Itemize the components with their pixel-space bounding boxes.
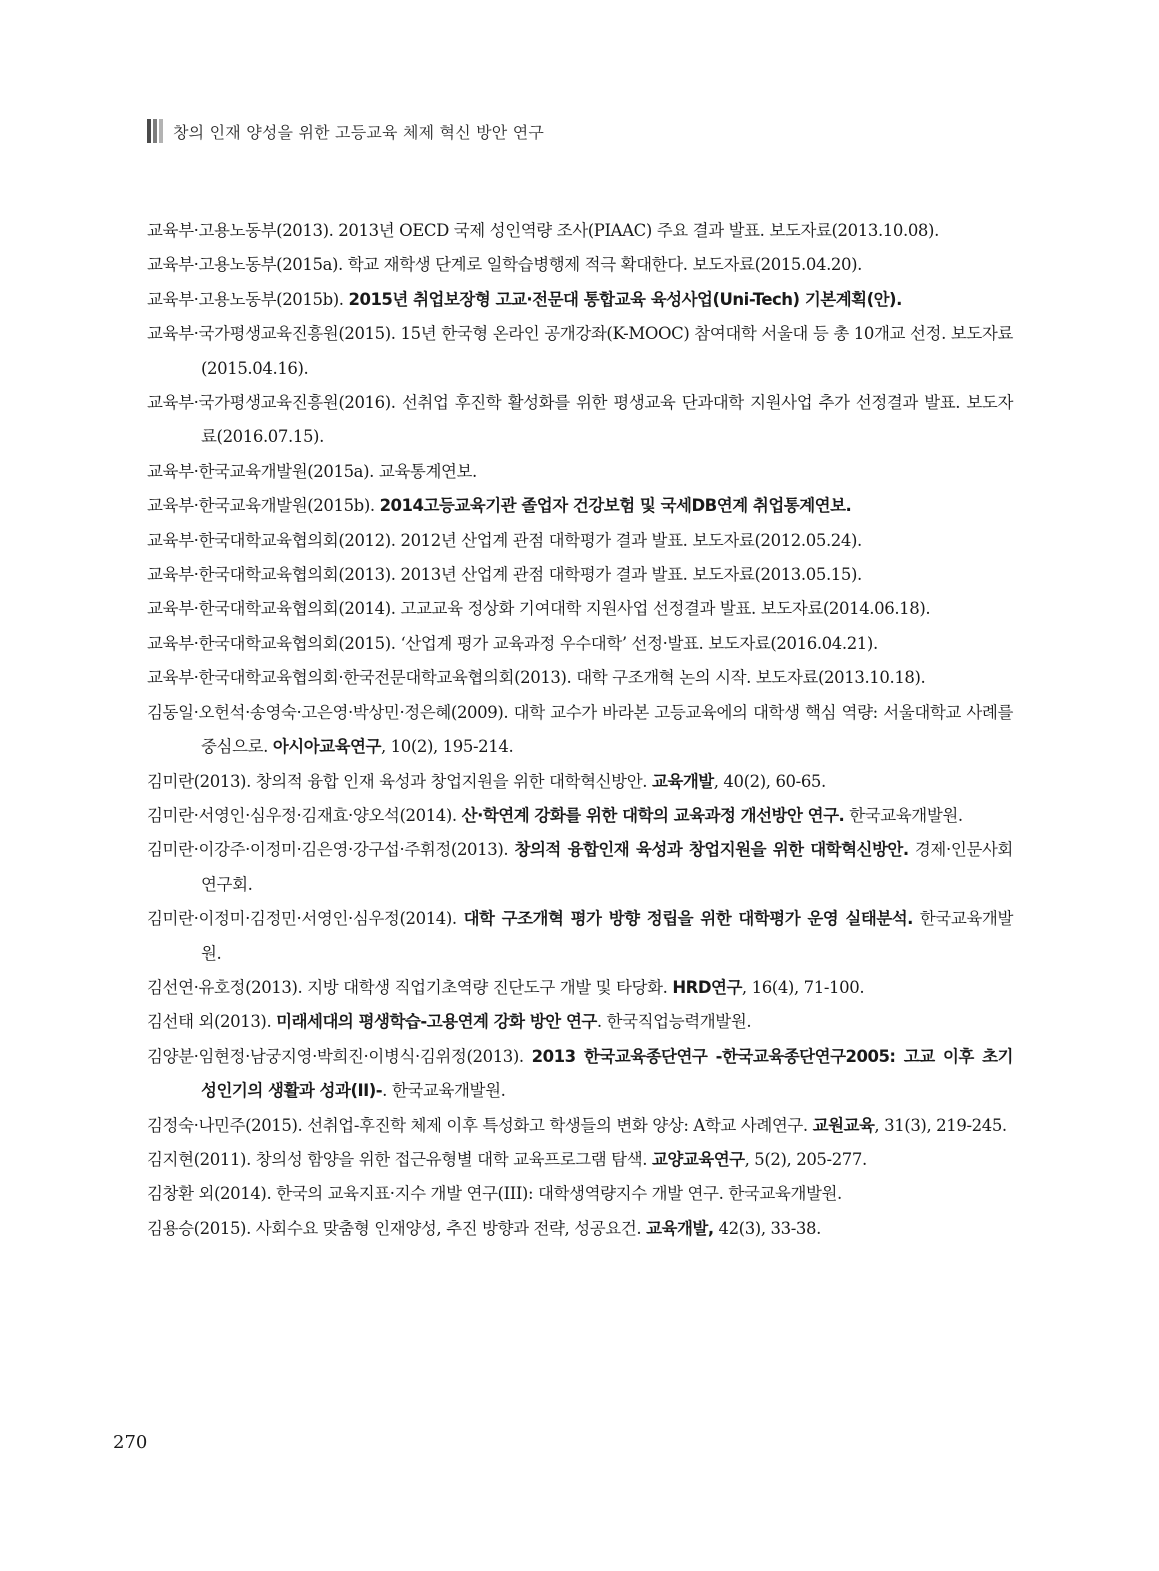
reference-text-tail: , 16(4), 71-100. — [741, 977, 865, 997]
reference-title-bold: 교양교육연구 — [651, 1149, 745, 1169]
reference-entry — [147, 1040, 1013, 1109]
reference-text-tail: . 한국직업능력개발원. — [596, 1012, 752, 1032]
page-number: 270 — [113, 1432, 148, 1453]
reference-text-tail: , 40(2), 60-65. — [713, 771, 826, 791]
reference-text: 교육부·고용노동부(2015b). — [147, 289, 349, 309]
reference-text: 교육부·한국대학교육협의회(2013). 2013년 산업계 관점 대학평가 결과 발표. 보도자료(2013.05.15). — [147, 565, 862, 585]
reference-entry — [147, 1212, 1013, 1246]
reference-text: 교육부·한국교육개발원(2015b). — [147, 496, 380, 516]
reference-title-bold: 산·학연계 강화를 위한 대학의 교육과정 개선방안 연구. — [461, 805, 845, 825]
reference-entry — [147, 283, 1013, 317]
reference-text-tail: , 31(3), 219-245. — [874, 1115, 1007, 1135]
reference-entry — [147, 558, 1013, 592]
reference-text: 김미란·이강주·이정미·김은영·강구섭·주휘정(2013). — [147, 840, 515, 860]
reference-text-tail: 42(3), 33-38. — [713, 1218, 821, 1238]
reference-title-bold: 2015년 취업보장형 고교·전문대 통합교육 육성사업(Uni-Tech) 기본계획(안). — [348, 289, 902, 309]
reference-entry — [147, 317, 1013, 386]
reference-title-bold: 2014고등교육기관 졸업자 건강보험 및 국세DB연계 취업통계연보. — [379, 496, 852, 516]
reference-text: 김창환 외(2014). 한국의 교육지표·지수 개발 연구(III): 대학생역량지수 개발 연구. 한국교육개발원. — [147, 1184, 842, 1204]
reference-text: 교육부·국가평생교육진흥원(2016). 선취업 후진학 활성화를 위한 평생교육 단과대학 지원사업 추가 선정결과 발표. 보도자료(2016.07.15). — [147, 393, 1013, 447]
reference-entry — [147, 248, 1013, 282]
reference-text: 교육부·고용노동부(2013). 2013년 OECD 국제 성인역량 조사(PIAAC) 주요 결과 발표. 보도자료(2013.10.08). — [147, 221, 939, 240]
reference-text: 교육부·고용노동부(2015a). 학교 재학생 단계로 일학습병행제 적극 확대한다. 보도자료(2015.04.20). — [147, 255, 862, 275]
reference-title-bold: 교육개발, — [646, 1218, 714, 1238]
reference-entry — [147, 696, 1013, 765]
reference-entry — [147, 489, 1013, 523]
reference-title-bold: 아시아교육연구 — [272, 737, 381, 757]
reference-entry — [147, 386, 1013, 455]
reference-text-tail: , 10(2), 195-214. — [380, 737, 514, 757]
reference-title-bold: 교원교육 — [812, 1115, 875, 1135]
reference-text-tail: 한국교육개발원. — [844, 805, 963, 825]
reference-entry — [147, 1177, 1013, 1211]
reference-text: 김미란·이정미·김정민·서영인·심우정(2014). — [147, 909, 464, 929]
reference-text: 김양분·임현정·남궁지영·박희진·이병식·김위정(2013). — [147, 1046, 532, 1066]
reference-text: 김선태 외(2013). — [147, 1012, 277, 1032]
reference-text: 김미란·서영인·심우정·김재효·양오석(2014). — [147, 805, 462, 825]
reference-entry — [147, 214, 1013, 248]
reference-entry — [147, 833, 1013, 902]
reference-list — [147, 214, 1013, 1246]
reference-entry — [147, 1005, 1013, 1039]
reference-text: 김동일·오헌석·송영숙·고은영·박상민·정은혜(2009). 대학 교수가 바라본 고등교육에의 대학생 핵심 역량: 서울대학교 사례를 중심으로. — [147, 702, 1013, 757]
reference-entry — [147, 661, 1013, 695]
reference-entry — [147, 1109, 1013, 1143]
running-header — [147, 118, 544, 144]
reference-text: 교육부·국가평생교육진흥원(2015). 15년 한국형 온라인 공개강좌(K-MOOC) 참여대학 서울대 등 총 10개교 선정. 보도자료(2015.04.16). — [147, 324, 1013, 378]
reference-text: 교육부·한국대학교육협의회(2015). ‘산업계 평가 교육과정 우수대학’ 선정·발표. 보도자료(2016.04.21). — [147, 633, 878, 653]
reference-title-bold: 창의적 융합인재 육성과 창업지원을 위한 대학혁신방안. — [514, 840, 909, 860]
reference-text: 교육부·한국대학교육협의회(2014). 고교교육 정상화 기여대학 지원사업 선정결과 발표. 보도자료(2014.06.18). — [147, 599, 931, 619]
reference-text-tail: 한국교육개발원. — [201, 909, 1013, 963]
reference-text-tail: . 한국교육개발원. — [382, 1081, 506, 1101]
reference-title-bold: 2013 한국교육종단연구 -한국교육종단연구2005: 고교 이후 초기 성인기의 생활과 성과(II)- — [201, 1046, 1013, 1101]
reference-text: 김선연·유호정(2013). 지방 대학생 직업기초역량 진단도구 개발 및 타당화. — [147, 977, 673, 997]
reference-entry — [147, 627, 1013, 661]
reference-entry — [147, 1143, 1013, 1177]
reference-entry — [147, 971, 1013, 1005]
reference-entry — [147, 524, 1013, 558]
reference-entry — [147, 455, 1013, 489]
reference-title-bold: HRD연구 — [672, 977, 742, 997]
reference-title-bold: 미래세대의 평생학습-고용연계 강화 방안 연구 — [276, 1012, 597, 1032]
reference-title-bold: 대학 구조개혁 평가 방향 정립을 위한 대학평가 운영 실태분석. — [463, 909, 913, 929]
reference-text: 김미란(2013). 창의적 융합 인재 육성과 창업지원을 위한 대학혁신방안. — [147, 771, 652, 791]
header-bar-mark-icon — [147, 119, 163, 143]
running-header-title: 창의 인재 양성을 위한 고등교육 체제 혁신 방안 연구 — [173, 122, 545, 142]
reference-entry — [147, 592, 1013, 626]
reference-text: 김정숙·나민주(2015). 선취업-후진학 체제 이후 특성화고 학생들의 변화 양상: A학교 사례연구. — [147, 1115, 813, 1135]
reference-text: 교육부·한국대학교육협의회·한국전문대학교육협의회(2013). 대학 구조개혁 논의 시작. 보도자료(2013.10.18). — [147, 668, 926, 688]
reference-text: 교육부·한국대학교육협의회(2012). 2012년 산업계 관점 대학평가 결과 발표. 보도자료(2012.05.24). — [147, 530, 862, 550]
reference-entry — [147, 799, 1013, 833]
reference-entry — [147, 765, 1013, 799]
reference-title-bold: 교육개발 — [651, 771, 714, 791]
reference-text: 김용승(2015). 사회수요 맞춤형 인재양성, 추진 방향과 전략, 성공요건. — [147, 1218, 647, 1238]
reference-text: 교육부·한국교육개발원(2015a). 교육통계연보. — [147, 461, 477, 481]
reference-entry — [147, 902, 1013, 971]
reference-text-tail: , 5(2), 205-277. — [744, 1149, 867, 1169]
reference-text: 김지현(2011). 창의성 함양을 위한 접근유형별 대학 교육프로그램 탐색. — [147, 1149, 652, 1169]
reference-text-tail: 경제·인문사회연구회. — [201, 840, 1013, 894]
